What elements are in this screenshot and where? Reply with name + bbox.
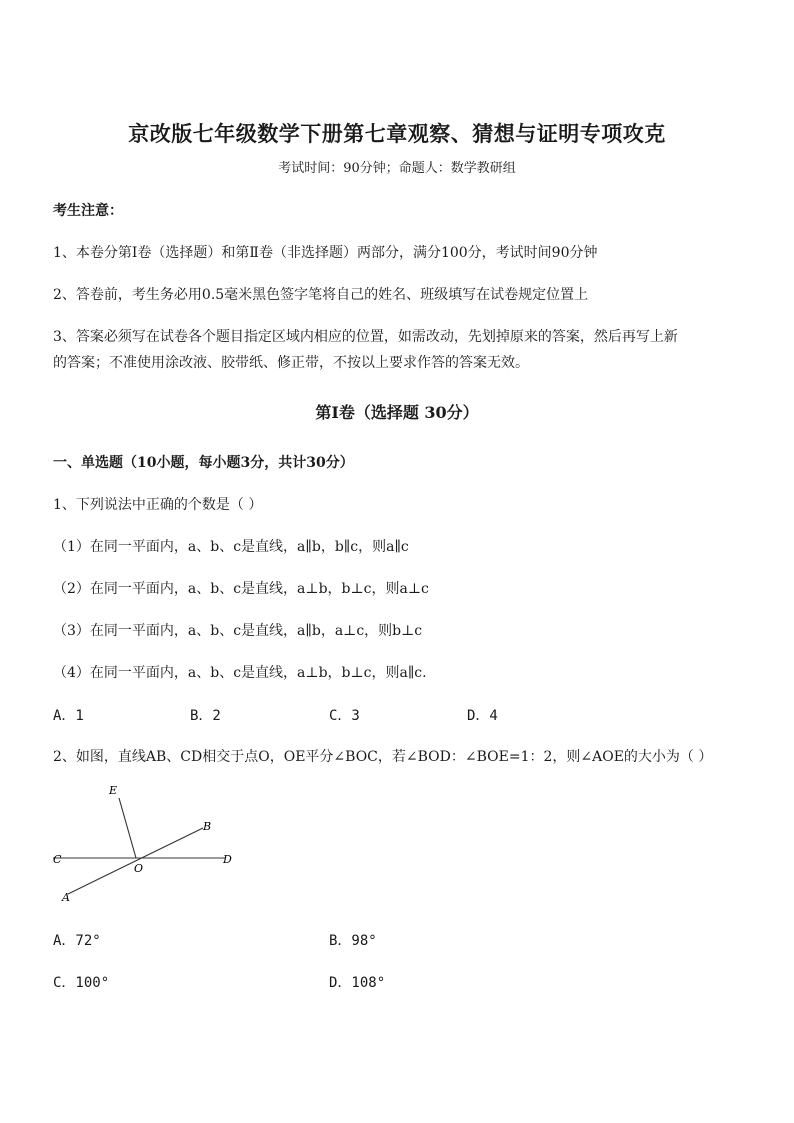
label-b: B [203,820,212,833]
part-heading: 一、单选题（10小题，每小题3分，共计30分） [53,455,354,471]
label-d: D [223,853,232,866]
section-title: 第Ⅰ卷（选择题 30分） [315,403,479,422]
q2-figure [45,780,245,910]
exam-subtitle: 考试时间：90分钟；命题人：数学教研组 [278,161,516,176]
q1-option-d[interactable]: D．4 [467,708,498,724]
notice-item-1: 1、本卷分第Ⅰ卷（选择题）和第Ⅱ卷（非选择题）两部分，满分100分，考试时间90分钟 [53,245,598,261]
q2-stem: 2、如图，直线AB、CD相交于点O，OE平分∠BOC，若∠BOD：∠BOE=1：2，则∠AOE的大小为（ ） [53,749,713,765]
notice-item-2: 2、答卷前，考生务必用0.5毫米黑色签字笔将自己的姓名、班级填写在试卷规定位置上 [53,287,589,303]
notice-item-3-continued: 的答案；不准使用涂改液、胶带纸、修正带，不按以上要求作答的答案无效。 [53,355,529,371]
label-e: E [109,784,118,797]
q2-option-d[interactable]: D．108° [329,975,386,991]
q1-statement-3: （3）在同一平面内，a、b、c是直线，a∥b，a⊥c，则b⊥c [53,623,423,639]
notice-item-3: 3、答案必须写在试卷各个题目指定区域内相应的位置，如需改动，先划掉原来的答案，然后再写上新 [53,329,678,345]
q1-statement-4: （4）在同一平面内，a、b、c是直线，a⊥b，b⊥c，则a∥c. [53,665,427,681]
q1-option-a[interactable]: A．1 [53,708,84,724]
label-c: C [53,853,62,866]
line-ab [68,828,203,894]
q1-option-c[interactable]: C．3 [329,708,360,724]
q1-option-b[interactable]: B．2 [190,708,221,724]
exam-title: 京改版七年级数学下册第七章观察、猜想与证明专项攻克 [128,121,666,146]
q1-statement-2: （2）在同一平面内，a、b、c是直线，a⊥b，b⊥c，则a⊥c [53,581,429,597]
q2-option-a[interactable]: A．72° [53,933,101,949]
label-a: A [62,891,70,904]
label-o: O [134,862,144,875]
q2-option-b[interactable]: B．98° [329,933,377,949]
q2-option-c[interactable]: C．100° [53,975,110,991]
ray-oe [119,798,136,858]
q1-stem: 1、下列说法中正确的个数是（ ） [53,497,263,513]
q1-statement-1: （1）在同一平面内，a、b、c是直线，a∥b，b∥c，则a∥c [53,539,409,555]
notice-heading: 考生注意： [53,203,123,219]
